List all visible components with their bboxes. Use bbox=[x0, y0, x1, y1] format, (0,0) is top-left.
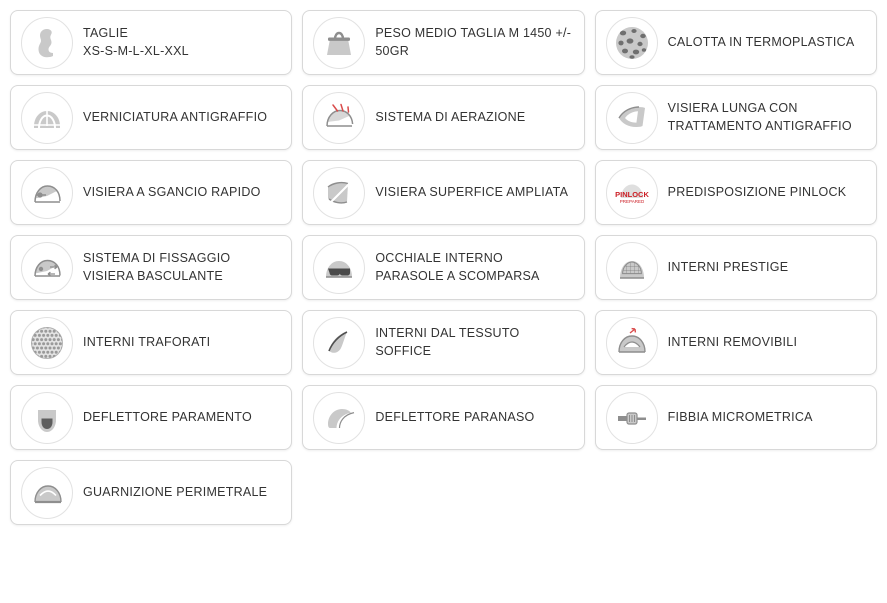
feature-card bbox=[302, 160, 584, 225]
svg-text:PINLOCK: PINLOCK bbox=[614, 189, 649, 199]
feature-label: INTERNI REMOVIBILI bbox=[667, 334, 798, 349]
feature-label: SISTEMA DI AERAZIONE bbox=[375, 109, 526, 124]
scratch-resistant-paint-icon bbox=[21, 92, 73, 144]
feature-card bbox=[595, 310, 877, 375]
perforated-lining-icon bbox=[21, 317, 73, 369]
ventilation-icon bbox=[313, 92, 365, 144]
feature-card bbox=[10, 385, 292, 450]
feature-label: VISIERA SUPERFICE AMPLIATA bbox=[375, 184, 569, 199]
feature-card bbox=[595, 10, 877, 75]
feature-label: INTERNI PRESTIGE bbox=[667, 259, 789, 274]
feature-card bbox=[302, 310, 584, 375]
feature-label: INTERNI DAL TESSUTO SOFFICE bbox=[375, 325, 520, 358]
quick-release-visor-icon bbox=[21, 167, 73, 219]
feature-card bbox=[302, 385, 584, 450]
feature-card bbox=[10, 235, 292, 300]
feature-label: VISIERA LUNGA CON TRATTAMENTO ANTIGRAFFIO bbox=[667, 100, 852, 133]
nose-deflector-icon bbox=[313, 392, 365, 444]
feature-label: OCCHIALE INTERNO PARASOLE A SCOMPARSA bbox=[375, 250, 540, 283]
chin-deflector-icon bbox=[21, 392, 73, 444]
feature-card bbox=[302, 10, 584, 75]
feature-label: TAGLIE XS-S-M-L-XL-XXL bbox=[83, 25, 189, 58]
feature-card bbox=[10, 310, 292, 375]
micrometric-buckle-icon bbox=[606, 392, 658, 444]
removable-lining-icon bbox=[606, 317, 658, 369]
svg-text:PREPARED: PREPARED bbox=[619, 198, 644, 204]
pinlock-icon bbox=[606, 167, 658, 219]
feature-label: SISTEMA DI FISSAGGIO VISIERA BASCULANTE bbox=[83, 250, 231, 283]
visor-fixing-icon bbox=[21, 242, 73, 294]
feature-label: VERNICIATURA ANTIGRAFFIO bbox=[83, 109, 268, 124]
feature-label: DEFLETTORE PARAMENTO bbox=[83, 409, 252, 424]
feature-card bbox=[595, 160, 877, 225]
feature-label: DEFLETTORE PARANASO bbox=[375, 409, 535, 424]
feature-card bbox=[10, 85, 292, 150]
feature-card bbox=[595, 385, 877, 450]
feature-card bbox=[302, 85, 584, 150]
soft-fabric-icon bbox=[313, 317, 365, 369]
feature-label: PESO MEDIO TAGLIA M 1450 +/- 50GR bbox=[375, 25, 572, 58]
sun-visor-icon bbox=[313, 242, 365, 294]
feature-label: PREDISPOSIZIONE PINLOCK bbox=[667, 184, 847, 199]
feature-label: CALOTTA IN TERMOPLASTICA bbox=[667, 34, 855, 49]
long-visor-icon bbox=[606, 92, 658, 144]
thermoplastic-shell-icon bbox=[606, 17, 658, 69]
perimeter-seal-icon bbox=[21, 467, 73, 519]
feature-card bbox=[595, 85, 877, 150]
feature-card bbox=[10, 160, 292, 225]
wide-visor-icon bbox=[313, 167, 365, 219]
weight-icon bbox=[313, 17, 365, 69]
feature-label: GUARNIZIONE PERIMETRALE bbox=[83, 484, 268, 499]
feature-card bbox=[595, 235, 877, 300]
sizes-icon bbox=[21, 17, 73, 69]
feature-label: FIBBIA MICROMETRICA bbox=[667, 409, 813, 424]
feature-card bbox=[10, 460, 292, 525]
feature-card bbox=[302, 235, 584, 300]
prestige-lining-icon bbox=[606, 242, 658, 294]
feature-card bbox=[10, 10, 292, 75]
feature-label: VISIERA A SGANCIO RAPIDO bbox=[83, 184, 261, 199]
feature-label: INTERNI TRAFORATI bbox=[83, 334, 211, 349]
